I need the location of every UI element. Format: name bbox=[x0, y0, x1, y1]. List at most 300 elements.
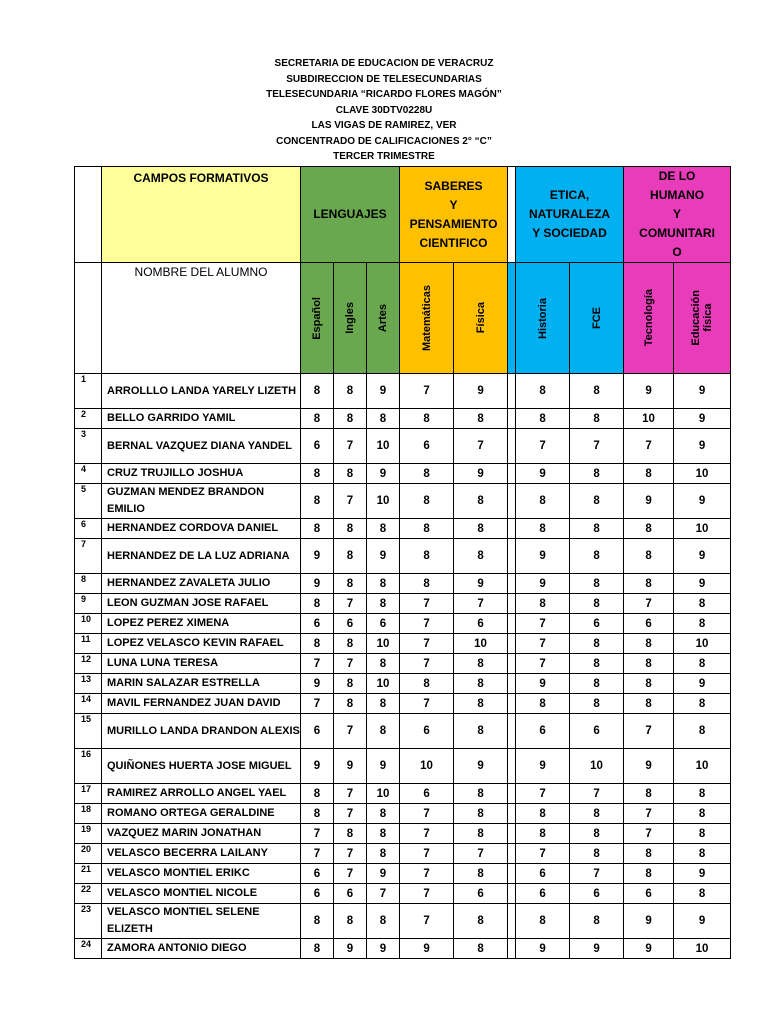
grade-fisica: 7 bbox=[454, 844, 508, 864]
grade-artes: 9 bbox=[367, 539, 400, 574]
grade-tecnologia: 6 bbox=[624, 884, 674, 904]
grade-ingles: 8 bbox=[334, 674, 367, 694]
grade-ingles: 8 bbox=[334, 519, 367, 539]
spacer-cell bbox=[508, 804, 516, 824]
grade-ingles: 7 bbox=[334, 784, 367, 804]
grade-fce: 7 bbox=[570, 784, 624, 804]
grade-tecnologia: 8 bbox=[624, 519, 674, 539]
grade-artes: 9 bbox=[367, 464, 400, 484]
student-row bbox=[75, 574, 731, 594]
grade-ingles: 8 bbox=[334, 464, 367, 484]
row-number: 9 bbox=[75, 594, 102, 614]
grade-espanol: 8 bbox=[301, 594, 334, 614]
grade-artes: 8 bbox=[367, 694, 400, 714]
grade-espanol: 9 bbox=[301, 539, 334, 574]
grade-espanol: 6 bbox=[301, 884, 334, 904]
grade-artes: 8 bbox=[367, 844, 400, 864]
grade-espanol: 8 bbox=[301, 939, 334, 959]
grade-tecnologia: 7 bbox=[624, 804, 674, 824]
student-name: LOPEZ VELASCO KEVIN RAFAEL bbox=[102, 634, 301, 654]
grade-fisica: 9 bbox=[454, 374, 508, 409]
grade-tecnologia: 8 bbox=[624, 464, 674, 484]
grade-tecnologia: 8 bbox=[624, 674, 674, 694]
grade-ingles: 9 bbox=[334, 749, 367, 784]
spacer-cell bbox=[508, 263, 516, 374]
grade-fce: 8 bbox=[570, 654, 624, 674]
student-name: ARROLLLO LANDA YARELY LIZETH bbox=[102, 374, 301, 409]
grade-espanol: 8 bbox=[301, 904, 334, 939]
grade-matematicas: 6 bbox=[400, 714, 454, 749]
grade-educacion-fisica: 8 bbox=[674, 594, 731, 614]
grade-educacion-fisica: 8 bbox=[674, 694, 731, 714]
grade-fce: 8 bbox=[570, 634, 624, 654]
grade-educacion-fisica: 10 bbox=[674, 749, 731, 784]
grade-fce: 8 bbox=[570, 904, 624, 939]
header-line-trimestre: TERCER TRIMESTRE bbox=[333, 151, 435, 162]
grade-fce: 8 bbox=[570, 574, 624, 594]
subject-ingles: Ingles bbox=[334, 263, 367, 374]
spacer-cell bbox=[508, 519, 516, 539]
student-name: MAVIL FERNANDEZ JUAN DAVID bbox=[102, 694, 301, 714]
spacer-cell bbox=[508, 484, 516, 519]
spacer-cell bbox=[508, 904, 516, 939]
grade-historia: 9 bbox=[516, 574, 570, 594]
row-number: 1 bbox=[75, 374, 102, 409]
student-name: MURILLO LANDA DRANDON ALEXIS bbox=[102, 714, 301, 749]
student-row bbox=[75, 714, 731, 749]
grade-fisica: 7 bbox=[454, 429, 508, 464]
grade-tecnologia: 7 bbox=[624, 594, 674, 614]
spacer-cell bbox=[508, 749, 516, 784]
student-row bbox=[75, 484, 731, 519]
student-row bbox=[75, 614, 731, 634]
grade-artes: 9 bbox=[367, 749, 400, 784]
grade-tecnologia: 7 bbox=[624, 429, 674, 464]
grade-artes: 8 bbox=[367, 804, 400, 824]
grade-matematicas: 7 bbox=[400, 654, 454, 674]
grade-educacion-fisica: 8 bbox=[674, 614, 731, 634]
grade-ingles: 7 bbox=[334, 804, 367, 824]
grade-historia: 9 bbox=[516, 539, 570, 574]
grade-matematicas: 8 bbox=[400, 409, 454, 429]
spacer-cell bbox=[508, 714, 516, 749]
grade-tecnologia: 7 bbox=[624, 824, 674, 844]
grade-fisica: 9 bbox=[454, 464, 508, 484]
row-number: 8 bbox=[75, 574, 102, 594]
grade-matematicas: 8 bbox=[400, 674, 454, 694]
grade-espanol: 6 bbox=[301, 429, 334, 464]
grade-ingles: 8 bbox=[334, 824, 367, 844]
student-row bbox=[75, 409, 731, 429]
grade-educacion-fisica: 8 bbox=[674, 784, 731, 804]
grade-educacion-fisica: 9 bbox=[674, 674, 731, 694]
grade-matematicas: 8 bbox=[400, 574, 454, 594]
grade-matematicas: 7 bbox=[400, 884, 454, 904]
student-name: ZAMORA ANTONIO DIEGO bbox=[102, 939, 301, 959]
spacer-cell bbox=[508, 654, 516, 674]
category-saberes: SABERES Y PENSAMIENTO CIENTIFICO bbox=[400, 167, 508, 263]
grade-fce: 6 bbox=[570, 714, 624, 749]
spacer-cell bbox=[508, 429, 516, 464]
grade-matematicas: 8 bbox=[400, 539, 454, 574]
grade-ingles: 7 bbox=[334, 429, 367, 464]
grade-ingles: 7 bbox=[334, 714, 367, 749]
grade-fisica: 7 bbox=[454, 594, 508, 614]
grade-artes: 8 bbox=[367, 409, 400, 429]
grade-matematicas: 6 bbox=[400, 784, 454, 804]
row-number: 23 bbox=[75, 904, 102, 939]
subject-historia: Historia bbox=[516, 263, 570, 374]
grade-artes: 10 bbox=[367, 634, 400, 654]
grade-espanol: 8 bbox=[301, 484, 334, 519]
grade-espanol: 9 bbox=[301, 674, 334, 694]
student-name: VELASCO MONTIEL SELENE ELIZETH bbox=[102, 904, 301, 939]
grade-matematicas: 7 bbox=[400, 694, 454, 714]
subject-espanol: Español bbox=[301, 263, 334, 374]
nombre-alumno-label: NOMBRE DEL ALUMNO bbox=[102, 263, 301, 374]
grade-espanol: 9 bbox=[301, 574, 334, 594]
student-row bbox=[75, 429, 731, 464]
grade-tecnologia: 8 bbox=[624, 694, 674, 714]
grade-fisica: 8 bbox=[454, 674, 508, 694]
subject-artes: Artes bbox=[367, 263, 400, 374]
student-row bbox=[75, 784, 731, 804]
grade-historia: 7 bbox=[516, 654, 570, 674]
spacer-cell bbox=[508, 844, 516, 864]
grade-espanol: 9 bbox=[301, 749, 334, 784]
subject-tecnologia: Tecnología bbox=[624, 263, 674, 374]
student-row bbox=[75, 374, 731, 409]
grade-educacion-fisica: 8 bbox=[674, 824, 731, 844]
subject-educacion-fisica: Educación física bbox=[674, 263, 731, 374]
student-row bbox=[75, 884, 731, 904]
student-row bbox=[75, 939, 731, 959]
grade-tecnologia: 8 bbox=[624, 539, 674, 574]
grade-fce: 8 bbox=[570, 519, 624, 539]
grade-historia: 8 bbox=[516, 824, 570, 844]
grade-espanol: 8 bbox=[301, 784, 334, 804]
grade-historia: 8 bbox=[516, 519, 570, 539]
grade-espanol: 7 bbox=[301, 694, 334, 714]
grade-artes: 8 bbox=[367, 654, 400, 674]
row-number: 2 bbox=[75, 409, 102, 429]
row-number: 18 bbox=[75, 804, 102, 824]
row-number: 12 bbox=[75, 654, 102, 674]
grade-educacion-fisica: 10 bbox=[674, 519, 731, 539]
row-number: 4 bbox=[75, 464, 102, 484]
grade-fce: 8 bbox=[570, 844, 624, 864]
student-name: VELASCO BECERRA LAILANY bbox=[102, 844, 301, 864]
grade-matematicas: 7 bbox=[400, 864, 454, 884]
row-number: 17 bbox=[75, 784, 102, 804]
grade-ingles: 8 bbox=[334, 574, 367, 594]
corner-cell bbox=[75, 167, 102, 263]
student-row bbox=[75, 464, 731, 484]
spacer-cell bbox=[508, 824, 516, 844]
grade-historia: 8 bbox=[516, 694, 570, 714]
grade-historia: 9 bbox=[516, 749, 570, 784]
grade-espanol: 7 bbox=[301, 824, 334, 844]
grade-ingles: 8 bbox=[334, 904, 367, 939]
grade-espanol: 8 bbox=[301, 634, 334, 654]
grade-historia: 8 bbox=[516, 374, 570, 409]
grade-educacion-fisica: 9 bbox=[674, 539, 731, 574]
spacer-cell bbox=[508, 694, 516, 714]
header-line-subdireccion: SUBDIRECCION DE TELESECUNDARIAS bbox=[286, 73, 482, 85]
grade-fisica: 8 bbox=[454, 539, 508, 574]
grade-ingles: 6 bbox=[334, 614, 367, 634]
grade-educacion-fisica: 9 bbox=[674, 864, 731, 884]
spacer-cell bbox=[508, 574, 516, 594]
student-row bbox=[75, 674, 731, 694]
grade-fisica: 8 bbox=[454, 784, 508, 804]
row-number: 24 bbox=[75, 939, 102, 959]
grade-educacion-fisica: 10 bbox=[674, 634, 731, 654]
grade-fisica: 6 bbox=[454, 884, 508, 904]
grade-artes: 8 bbox=[367, 574, 400, 594]
student-row bbox=[75, 749, 731, 784]
grade-fisica: 8 bbox=[454, 864, 508, 884]
grade-ingles: 9 bbox=[334, 939, 367, 959]
row-number: 22 bbox=[75, 884, 102, 904]
grade-fisica: 8 bbox=[454, 484, 508, 519]
spacer-cell bbox=[508, 539, 516, 574]
subject-row bbox=[75, 263, 731, 374]
grade-fce: 6 bbox=[570, 614, 624, 634]
grade-matematicas: 7 bbox=[400, 634, 454, 654]
grade-educacion-fisica: 8 bbox=[674, 714, 731, 749]
student-name: BELLO GARRIDO YAMIL bbox=[102, 409, 301, 429]
grade-tecnologia: 8 bbox=[624, 574, 674, 594]
student-name: BERNAL VAZQUEZ DIANA YANDEL bbox=[102, 429, 301, 464]
grade-fisica: 8 bbox=[454, 714, 508, 749]
grade-tecnologia: 8 bbox=[624, 844, 674, 864]
grade-ingles: 7 bbox=[334, 654, 367, 674]
grade-matematicas: 7 bbox=[400, 844, 454, 864]
grade-tecnologia: 7 bbox=[624, 714, 674, 749]
grade-fce: 8 bbox=[570, 374, 624, 409]
grade-artes: 8 bbox=[367, 714, 400, 749]
row-number: 10 bbox=[75, 614, 102, 634]
grade-educacion-fisica: 10 bbox=[674, 939, 731, 959]
grade-espanol: 8 bbox=[301, 519, 334, 539]
grade-historia: 6 bbox=[516, 884, 570, 904]
grade-educacion-fisica: 9 bbox=[674, 574, 731, 594]
grades-table bbox=[74, 166, 731, 959]
header-line-concentrado: CONCENTRADO DE CALIFICACIONES 2° “C” bbox=[276, 135, 492, 147]
spacer-cell bbox=[508, 374, 516, 409]
category-etica: ETICA, NATURALEZA Y SOCIEDAD bbox=[516, 167, 624, 263]
student-row bbox=[75, 594, 731, 614]
row-number: 3 bbox=[75, 429, 102, 464]
student-name: LUNA LUNA TERESA bbox=[102, 654, 301, 674]
grade-tecnologia: 8 bbox=[624, 654, 674, 674]
grade-matematicas: 6 bbox=[400, 429, 454, 464]
student-name: VELASCO MONTIEL ERIKC bbox=[102, 864, 301, 884]
grade-educacion-fisica: 9 bbox=[674, 409, 731, 429]
spacer-cell bbox=[508, 464, 516, 484]
grade-historia: 9 bbox=[516, 939, 570, 959]
student-name: VELASCO MONTIEL NICOLE bbox=[102, 884, 301, 904]
student-row bbox=[75, 539, 731, 574]
grade-fisica: 8 bbox=[454, 409, 508, 429]
grade-ingles: 7 bbox=[334, 844, 367, 864]
grade-tecnologia: 8 bbox=[624, 784, 674, 804]
grade-fisica: 8 bbox=[454, 694, 508, 714]
grade-ingles: 8 bbox=[334, 539, 367, 574]
grade-artes: 10 bbox=[367, 484, 400, 519]
header-line-secretaria: SECRETARIA DE EDUCACION DE VERACRUZ bbox=[274, 58, 494, 69]
grade-ingles: 7 bbox=[334, 484, 367, 519]
grade-tecnologia: 9 bbox=[624, 374, 674, 409]
grade-fce: 8 bbox=[570, 409, 624, 429]
grade-historia: 7 bbox=[516, 614, 570, 634]
grade-historia: 8 bbox=[516, 594, 570, 614]
student-name: LOPEZ PEREZ XIMENA bbox=[102, 614, 301, 634]
grade-espanol: 8 bbox=[301, 804, 334, 824]
student-name: GUZMAN MENDEZ BRANDON EMILIO bbox=[102, 484, 301, 519]
row-number: 6 bbox=[75, 519, 102, 539]
grade-tecnologia: 9 bbox=[624, 904, 674, 939]
grade-artes: 10 bbox=[367, 674, 400, 694]
grade-fce: 9 bbox=[570, 939, 624, 959]
grade-educacion-fisica: 9 bbox=[674, 484, 731, 519]
grade-fce: 8 bbox=[570, 594, 624, 614]
grade-ingles: 7 bbox=[334, 594, 367, 614]
grade-matematicas: 8 bbox=[400, 464, 454, 484]
document-header bbox=[0, 56, 768, 165]
grade-artes: 8 bbox=[367, 519, 400, 539]
grade-educacion-fisica: 9 bbox=[674, 429, 731, 464]
row-number: 11 bbox=[75, 634, 102, 654]
grade-artes: 6 bbox=[367, 614, 400, 634]
grade-matematicas: 10 bbox=[400, 749, 454, 784]
grade-historia: 8 bbox=[516, 804, 570, 824]
student-name: MARIN SALAZAR ESTRELLA bbox=[102, 674, 301, 694]
spacer-cell bbox=[508, 939, 516, 959]
grade-tecnologia: 9 bbox=[624, 484, 674, 519]
subject-matematicas: Matemáticas bbox=[400, 263, 454, 374]
row-number: 13 bbox=[75, 674, 102, 694]
grade-espanol: 8 bbox=[301, 374, 334, 409]
grade-fisica: 8 bbox=[454, 939, 508, 959]
student-row bbox=[75, 904, 731, 939]
grade-ingles: 8 bbox=[334, 374, 367, 409]
spacer-cell bbox=[508, 864, 516, 884]
row-number: 15 bbox=[75, 714, 102, 749]
student-name: CRUZ TRUJILLO JOSHUA bbox=[102, 464, 301, 484]
subject-fisica: Física bbox=[454, 263, 508, 374]
grade-fisica: 8 bbox=[454, 904, 508, 939]
grade-fce: 8 bbox=[570, 804, 624, 824]
row-number: 14 bbox=[75, 694, 102, 714]
grade-historia: 8 bbox=[516, 409, 570, 429]
spacer-cell bbox=[508, 784, 516, 804]
category-row bbox=[75, 167, 731, 263]
spacer-cell bbox=[508, 409, 516, 429]
header-line-location: LAS VIGAS DE RAMIREZ, VER bbox=[311, 120, 457, 131]
grade-historia: 6 bbox=[516, 864, 570, 884]
student-name: ROMANO ORTEGA GERALDINE bbox=[102, 804, 301, 824]
grade-artes: 8 bbox=[367, 594, 400, 614]
subject-fce: FCE bbox=[570, 263, 624, 374]
row-number: 16 bbox=[75, 749, 102, 784]
grade-matematicas: 7 bbox=[400, 374, 454, 409]
grade-fisica: 8 bbox=[454, 654, 508, 674]
student-row bbox=[75, 519, 731, 539]
spacer-cell bbox=[508, 634, 516, 654]
row-number: 20 bbox=[75, 844, 102, 864]
grade-fce: 8 bbox=[570, 484, 624, 519]
grade-artes: 10 bbox=[367, 784, 400, 804]
grade-matematicas: 7 bbox=[400, 804, 454, 824]
student-row bbox=[75, 694, 731, 714]
grade-historia: 8 bbox=[516, 904, 570, 939]
grade-artes: 7 bbox=[367, 884, 400, 904]
grade-fce: 8 bbox=[570, 694, 624, 714]
student-name: HERNANDEZ CORDOVA DANIEL bbox=[102, 519, 301, 539]
grade-historia: 7 bbox=[516, 634, 570, 654]
grade-ingles: 7 bbox=[334, 864, 367, 884]
grade-educacion-fisica: 8 bbox=[674, 654, 731, 674]
grade-artes: 8 bbox=[367, 824, 400, 844]
student-name: HERNANDEZ DE LA LUZ ADRIANA bbox=[102, 539, 301, 574]
grade-historia: 9 bbox=[516, 464, 570, 484]
spacer-cell bbox=[508, 614, 516, 634]
grade-fisica: 8 bbox=[454, 824, 508, 844]
grade-tecnologia: 8 bbox=[624, 634, 674, 654]
grade-fce: 7 bbox=[570, 864, 624, 884]
grade-artes: 9 bbox=[367, 939, 400, 959]
category-humano: DE LO HUMANO Y COMUNITARI O bbox=[624, 167, 731, 263]
grade-educacion-fisica: 8 bbox=[674, 804, 731, 824]
grade-matematicas: 8 bbox=[400, 519, 454, 539]
grade-ingles: 6 bbox=[334, 884, 367, 904]
grade-historia: 8 bbox=[516, 484, 570, 519]
category-lenguajes: LENGUAJES bbox=[301, 167, 400, 263]
grade-matematicas: 9 bbox=[400, 939, 454, 959]
grade-matematicas: 7 bbox=[400, 824, 454, 844]
grade-matematicas: 8 bbox=[400, 484, 454, 519]
grade-fisica: 8 bbox=[454, 519, 508, 539]
grade-espanol: 8 bbox=[301, 464, 334, 484]
grade-artes: 9 bbox=[367, 864, 400, 884]
student-name: HERNANDEZ ZAVALETA JULIO bbox=[102, 574, 301, 594]
grade-espanol: 7 bbox=[301, 654, 334, 674]
student-row bbox=[75, 804, 731, 824]
grade-matematicas: 7 bbox=[400, 614, 454, 634]
grade-fce: 8 bbox=[570, 464, 624, 484]
grade-espanol: 6 bbox=[301, 714, 334, 749]
campos-formativos-label: CAMPOS FORMATIVOS bbox=[102, 167, 301, 263]
header-line-clave: CLAVE 30DTV0228U bbox=[335, 104, 433, 116]
grade-matematicas: 7 bbox=[400, 904, 454, 939]
grade-espanol: 6 bbox=[301, 614, 334, 634]
spacer-cell bbox=[508, 884, 516, 904]
row-number: 19 bbox=[75, 824, 102, 844]
grade-fisica: 8 bbox=[454, 804, 508, 824]
student-name: RAMIREZ ARROLLO ANGEL YAEL bbox=[102, 784, 301, 804]
student-row bbox=[75, 824, 731, 844]
spacer-cell bbox=[508, 674, 516, 694]
header-line-school: TELESECUNDARIA “RICARDO FLORES MAGÓN” bbox=[266, 89, 502, 100]
grade-fisica: 6 bbox=[454, 614, 508, 634]
student-name: VAZQUEZ MARIN JONATHAN bbox=[102, 824, 301, 844]
spacer-cell bbox=[508, 167, 516, 263]
student-row bbox=[75, 634, 731, 654]
grade-historia: 9 bbox=[516, 674, 570, 694]
grade-educacion-fisica: 9 bbox=[674, 904, 731, 939]
